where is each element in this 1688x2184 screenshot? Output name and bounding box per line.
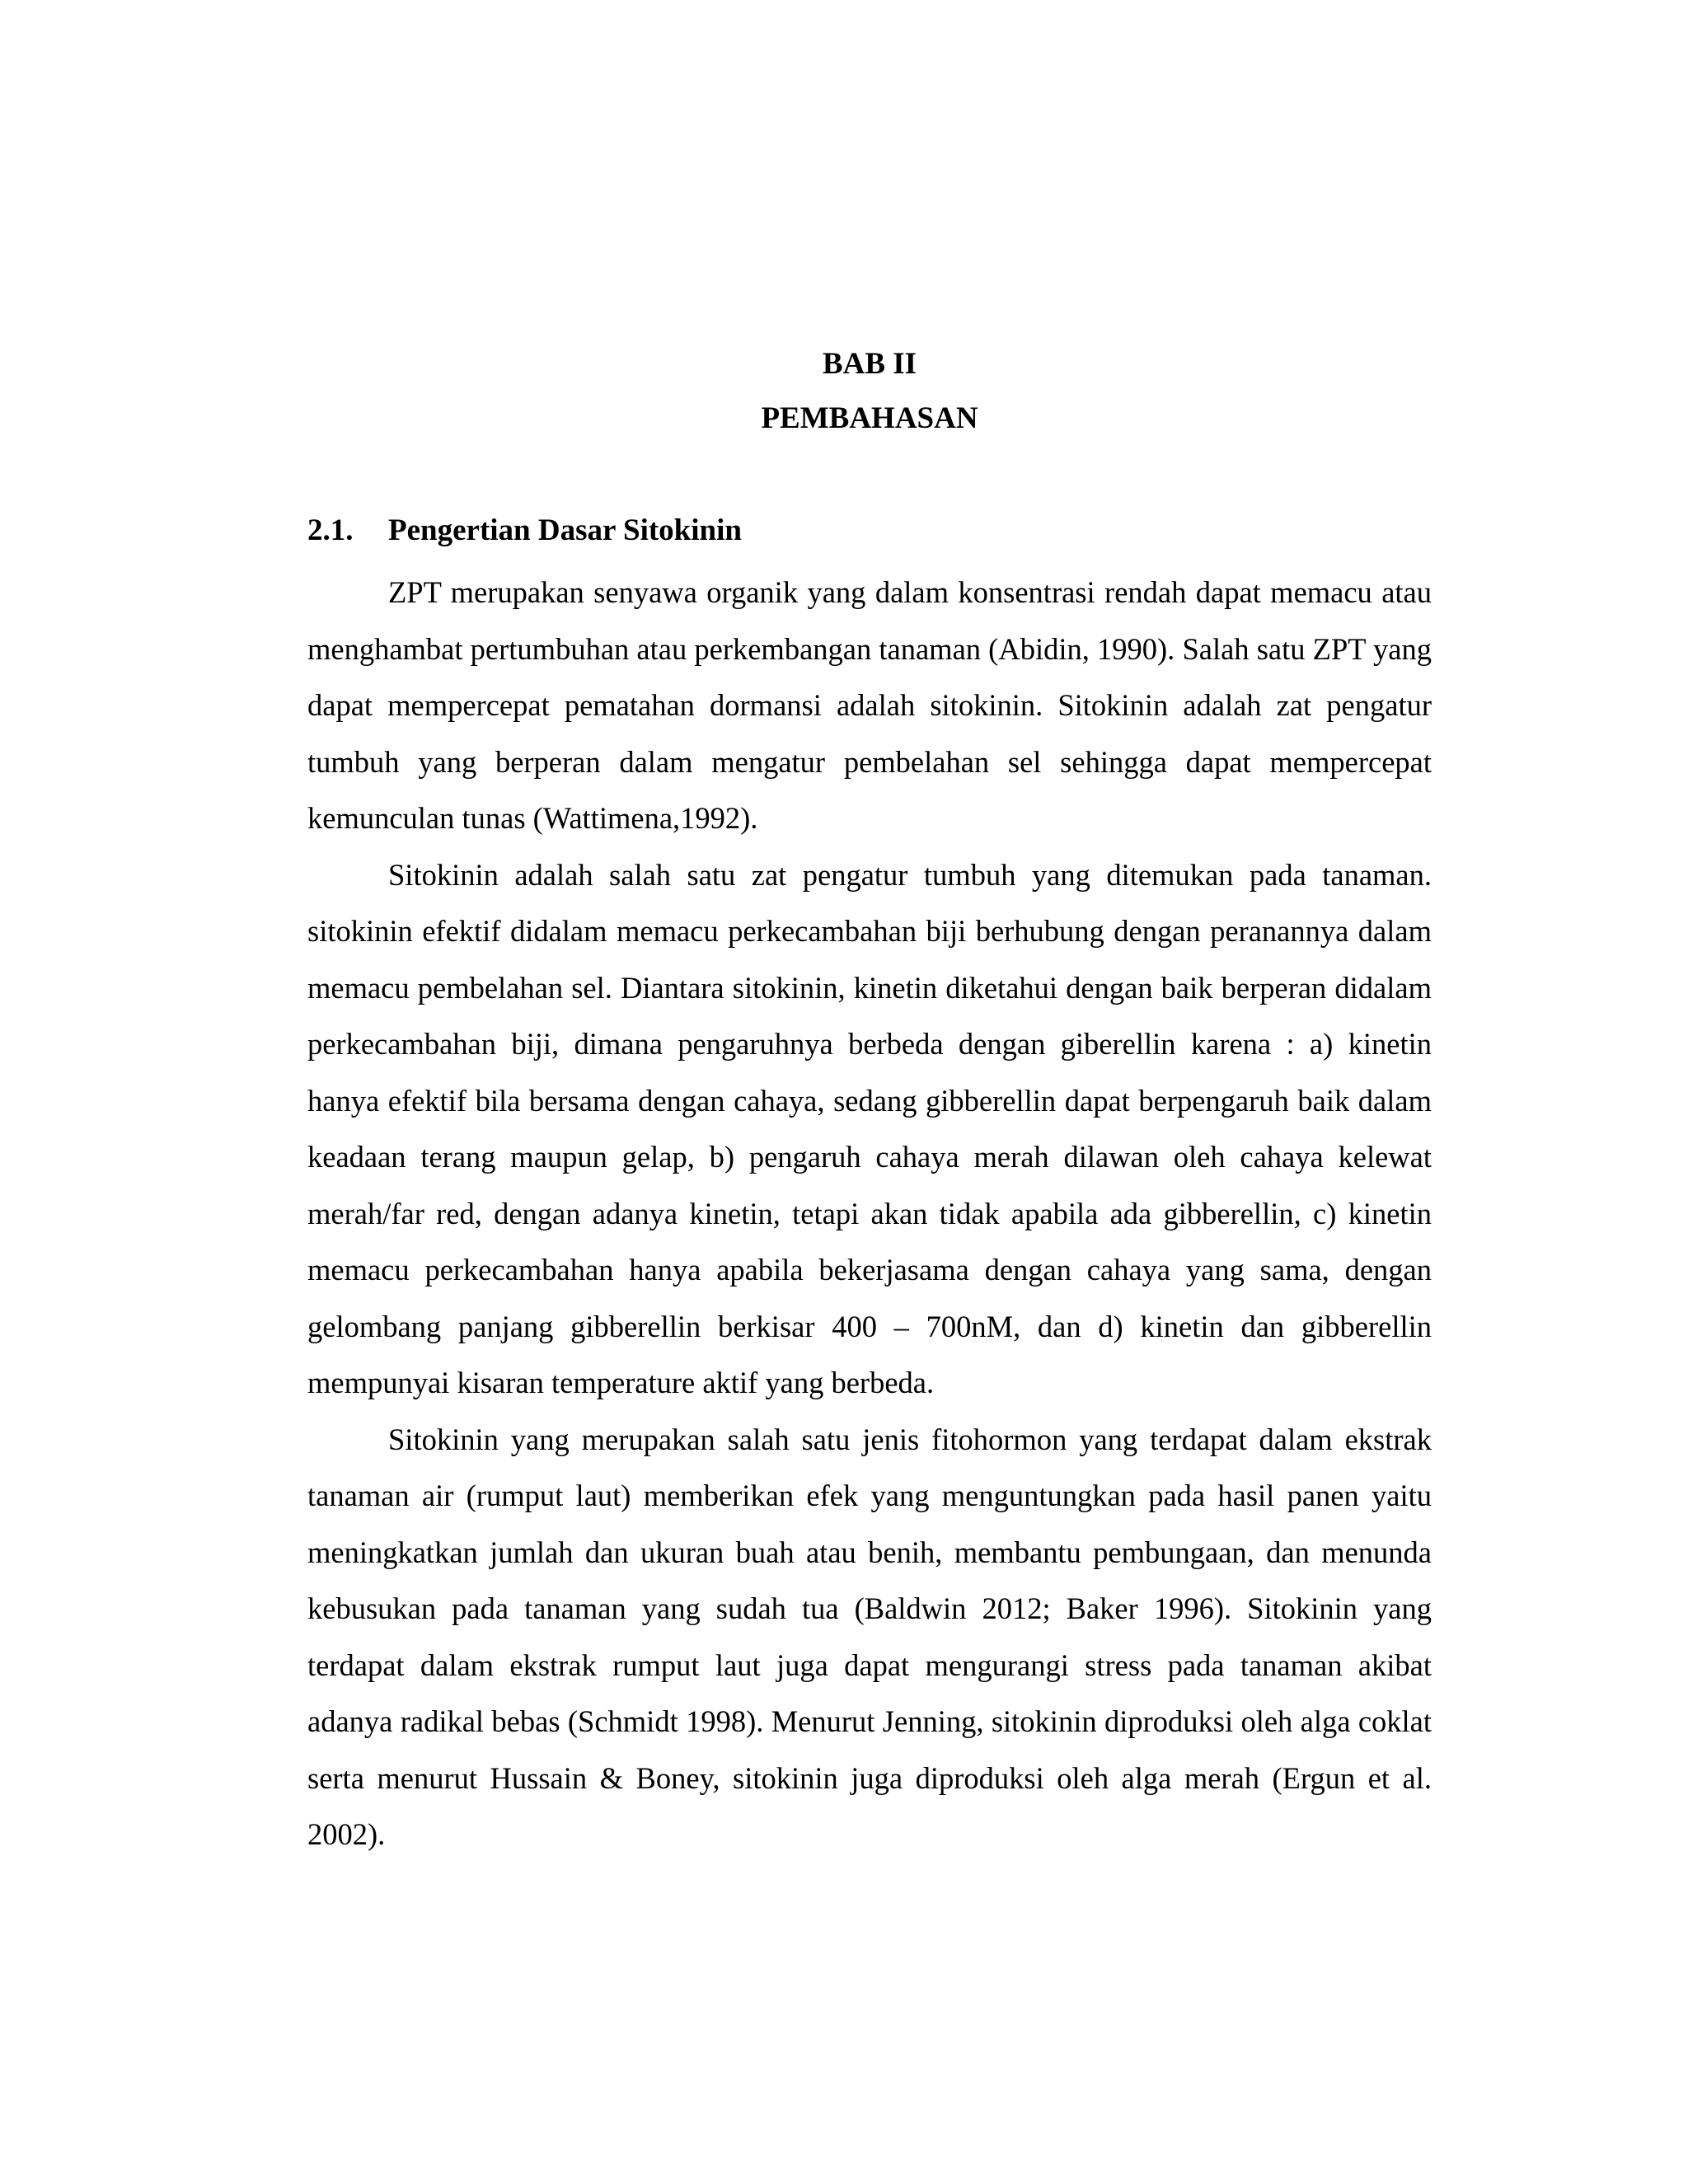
paragraph-2: Sitokinin adalah salah satu zat pengatur tumbuh yang ditemukan pada tanaman. sitokinin efektif didalam memacu perkecambahan biji berhubung dengan peranannya dalam memacu pembelahan sel. Diantara sitokinin, kinetin diketahui dengan baik berperan didalam perkecambahan biji, dimana pengaruhnya berbeda dengan giberellin karena : a) kinetin hanya efektif bila bersama dengan cahaya, sedang gibberellin dapat berpengaruh baik dalam keadaan terang maupun gelap, b) pengaruh cahaya merah dilawan oleh cahaya kelewat merah/far red, dengan adanya kinetin, tetapi akan tidak apabila ada gibberellin, c) kinetin memacu perkecambahan hanya apabila bekerjasama dengan cahaya yang sama, dengan gelombang panjang gibberellin berkisar 400 – 700nM, dan d) kinetin dan gibberellin mempunyai kisaran temperature aktif yang berbeda. [307,857,1432,1399]
chapter-number: BAB II [822,347,917,381]
paragraph-3: Sitokinin yang merupakan salah satu jenis fitohormon yang terdapat dalam ekstrak tanaman air (rumput laut) memberikan efek yang menguntungkan pada hasil panen yaitu meningkatkan jumlah dan ukuran buah atau benih, membantu pembungaan, dan menunda kebusukan pada tanaman yang sudah tua (Baldwin 2012; Baker 1996). Sitokinin yang terdapat dalam ekstrak rumput laut juga dapat mengurangi stress pada tanaman akibat adanya radikal bebas (Schmidt 1998). Menurut Jenning, sitokinin diproduksi oleh alga coklat serta menurut Hussain & Boney, sitokinin juga diproduksi oleh alga merah (Ergun et al. 2002). [307,1422,1432,1851]
chapter-title: PEMBAHASAN [761,401,978,435]
section-number: 2.1. [307,513,354,547]
section-heading [307,511,1432,551]
paragraph-1: ZPT merupakan senyawa organik yang dalam konsentrasi rendah dapat memacu atau menghambat pertumbuhan atau perkembangan tanaman (Abidin, 1990). Salah satu ZPT yang dapat mempercepat pematahan dormansi adalah sitokinin. Sitokinin adalah zat pengatur tumbuh yang berperan dalam mengatur pembelahan sel sehingga dapat mempercepat kemunculan tunas (Wattimena,1992). [307,575,1432,835]
body-text [307,565,1432,1863]
section-title: Pengertian Dasar Sitokinin [388,513,742,547]
